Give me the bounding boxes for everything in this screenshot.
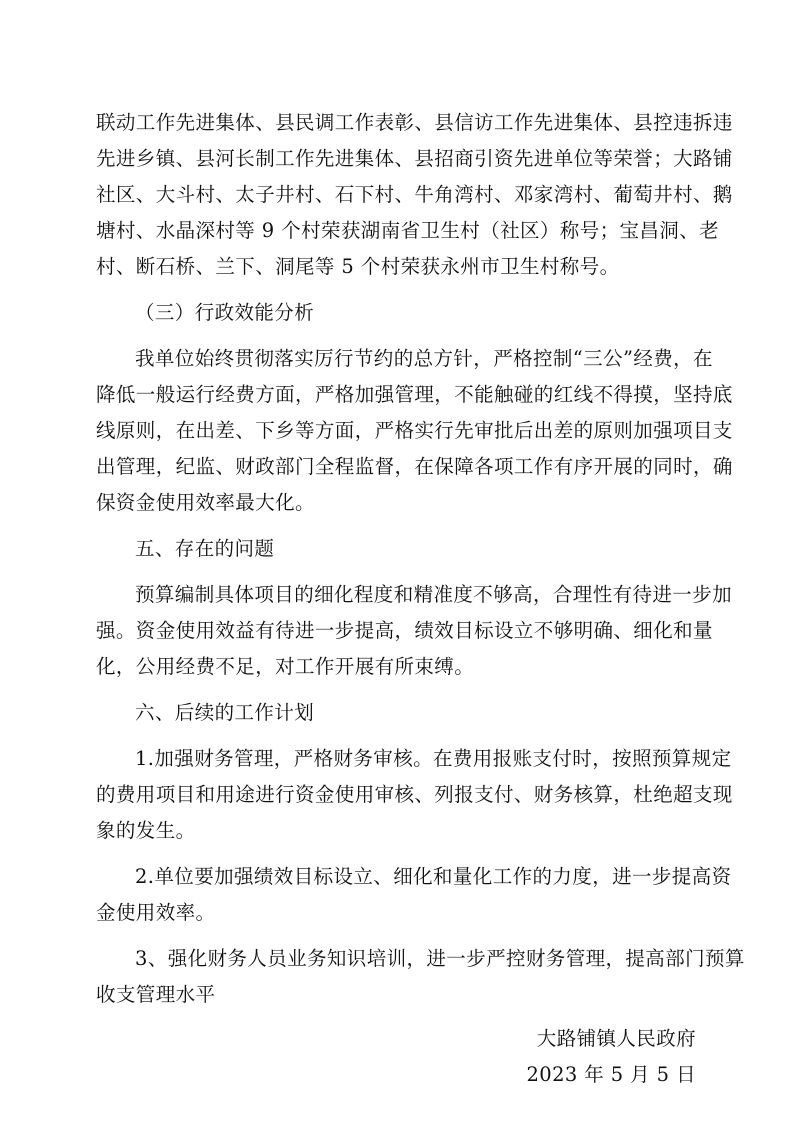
text-line: 金使用效率。 (96, 901, 216, 924)
text-line: 强。资金使用效益有待进一步提高，绩效目标设立不够明确、细化和量 (96, 619, 713, 642)
text-line: 收支管理水平 (96, 983, 216, 1006)
document-body (96, 105, 745, 1093)
text-line: 保资金使用效率最大化。 (96, 491, 315, 514)
heading-text: 六、后续的工作计划 (135, 701, 315, 724)
text-line: 降低一般运行经费方面，严格加强管理，不能触碰的红线不得摸，坚持底 (96, 383, 733, 406)
signature-block (96, 1021, 696, 1093)
section-heading-admin-efficiency (96, 295, 696, 331)
signature-org: 大路铺镇人民政府 (536, 1027, 696, 1050)
plan-item-2 (96, 859, 732, 931)
text-line: 的费用项目和用途进行资金使用审核、列报支付、财务核算，杜绝超支现 (96, 783, 733, 806)
plan-item-1 (96, 741, 733, 849)
section-heading-work-plan (96, 695, 696, 731)
honors-paragraph (96, 105, 733, 285)
section-heading-problems (96, 531, 696, 567)
heading-text: （三）行政效能分析 (135, 301, 315, 324)
text-line: 预算编制具体项目的细化程度和精准度不够高，合理性有待进一步加 (135, 583, 733, 606)
text-line: 先进乡镇、县河长制工作先进集体、县招商引资先进单位等荣誉；大路铺 (96, 147, 733, 170)
text-line: 出管理，纪监、财政部门全程监督，在保障各项工作有序开展的同时，确 (96, 455, 733, 478)
admin-efficiency-paragraph (96, 341, 733, 521)
text-line: 象的发生。 (96, 819, 196, 842)
text-line: 2.单位要加强绩效目标设立、细化和量化工作的力度，进一步提高资 (135, 865, 732, 888)
text-line: 村、断石桥、兰下、洞尾等 5 个村荣获永州市卫生村称号。 (96, 255, 620, 278)
signature-date: 2023 年 5 月 5 日 (526, 1063, 696, 1086)
text-line: 塘村、水晶深村等 9 个村荣获湖南省卫生村（社区）称号；宝昌洞、老 (96, 219, 720, 242)
problems-paragraph (96, 577, 733, 685)
plan-item-3 (96, 941, 745, 1013)
text-line: 线原则，在出差、下乡等方面，严格实行先审批后出差的原则加强项目支 (96, 419, 733, 442)
text-line: 1.加强财务管理，严格财务审核。在费用报账支付时，按照预算规定 (135, 747, 732, 770)
text-line: 化，公用经费不足，对工作开展有所束缚。 (96, 655, 475, 678)
text-line: 我单位始终贯彻落实厉行节约的总方针，严格控制“三公”经费，在 (135, 347, 713, 370)
text-line: 社区、大斗村、太子井村、石下村、牛角湾村、邓家湾村、葡萄井村、鹅 (96, 183, 733, 206)
text-line: 3、强化财务人员业务知识培训，进一步严控财务管理，提高部门预算 (135, 947, 745, 970)
text-line: 联动工作先进集体、县民调工作表彰、县信访工作先进集体、县控违拆违 (96, 111, 733, 134)
heading-text: 五、存在的问题 (135, 537, 275, 560)
